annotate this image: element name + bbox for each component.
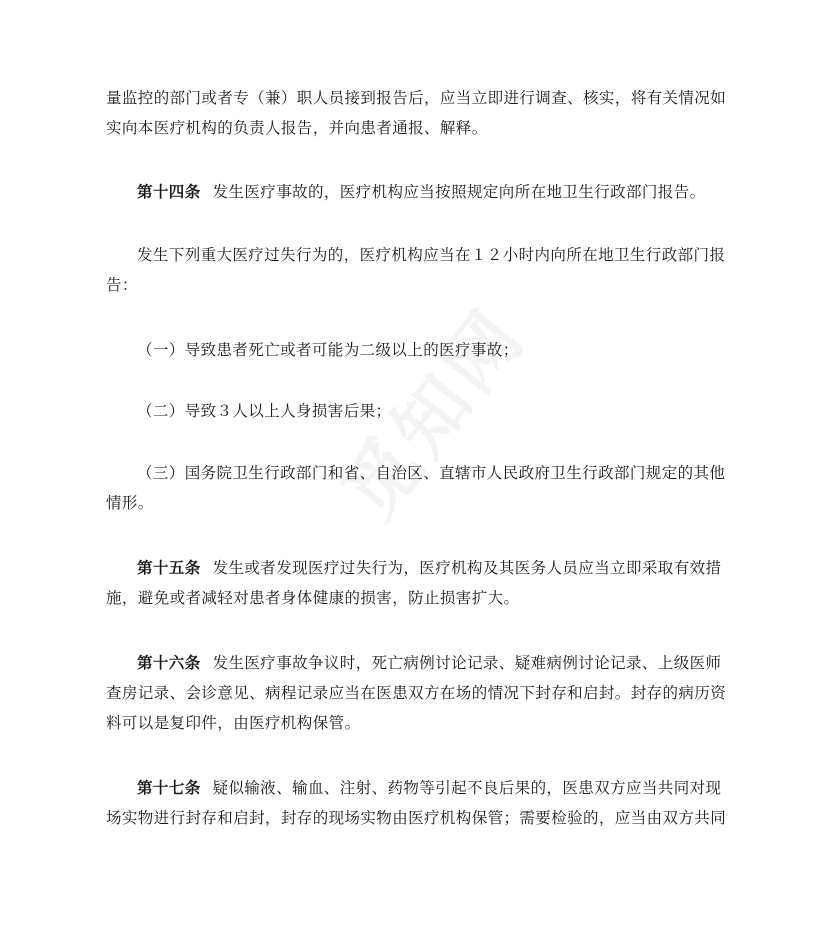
article-number: 第十六条 [137,654,201,672]
text-line: 告： [106,276,138,294]
paragraph-continuation [106,83,734,143]
text-line: 量监控的部门或者专（兼）职人员接到报告后，应当立即进行调查、核实，将有关情况如 [106,89,727,107]
text-line: 施，避免或者减轻对患者身体健康的损害，防止损害扩大。 [106,589,520,607]
list-item-1 [106,335,734,365]
article-16 [106,648,734,738]
text-line: （三）国务院卫生行政部门和省、自治区、直辖市人民政府卫生行政部门规定的其他 [137,464,726,482]
text-line: （二）导致３人以上人身损害后果； [137,402,392,420]
list-item-2 [106,396,734,426]
text-line: 发生医疗事故争议时，死亡病例讨论记录、疑难病例讨论记录、上级医师 [212,654,722,672]
text-line: 情形。 [106,494,154,512]
text-line: 料可以是复印件，由医疗机构保管。 [106,714,361,732]
paragraph-major-negligence [106,240,734,300]
text-line: 疑似输液、输血、注射、药物等引起不良后果的，医患双方应当共同对现 [212,779,722,797]
list-item-3 [106,458,734,518]
article-number: 第十四条 [137,183,201,201]
text-line: 发生医疗事故的，医疗机构应当按照规定向所在地卫生行政部门报告。 [212,183,706,201]
text-line: 查房记录、会诊意见、病程记录应当在医患双方在场的情况下封存和启封。封存的病历资 [106,684,727,702]
article-15 [106,553,734,613]
article-17 [106,773,734,833]
text-line: 场实物进行封存和启封，封存的现场实物由医疗机构保管；需要检验的，应当由双方共同 [106,809,727,827]
text-line: 发生或者发现医疗过失行为，医疗机构及其医务人员应当立即采取有效措 [212,559,722,577]
text-line: （一）导致患者死亡或者可能为二级以上的医疗事故； [137,341,519,359]
text-line: 发生下列重大医疗过失行为的，医疗机构应当在１２小时内向所在地卫生行政部门报 [137,246,726,264]
article-14 [106,177,734,207]
article-number: 第十五条 [137,559,201,577]
text-line: 实向本医疗机构的负责人报告，并向患者通报、解释。 [106,119,488,137]
article-number: 第十七条 [137,779,201,797]
